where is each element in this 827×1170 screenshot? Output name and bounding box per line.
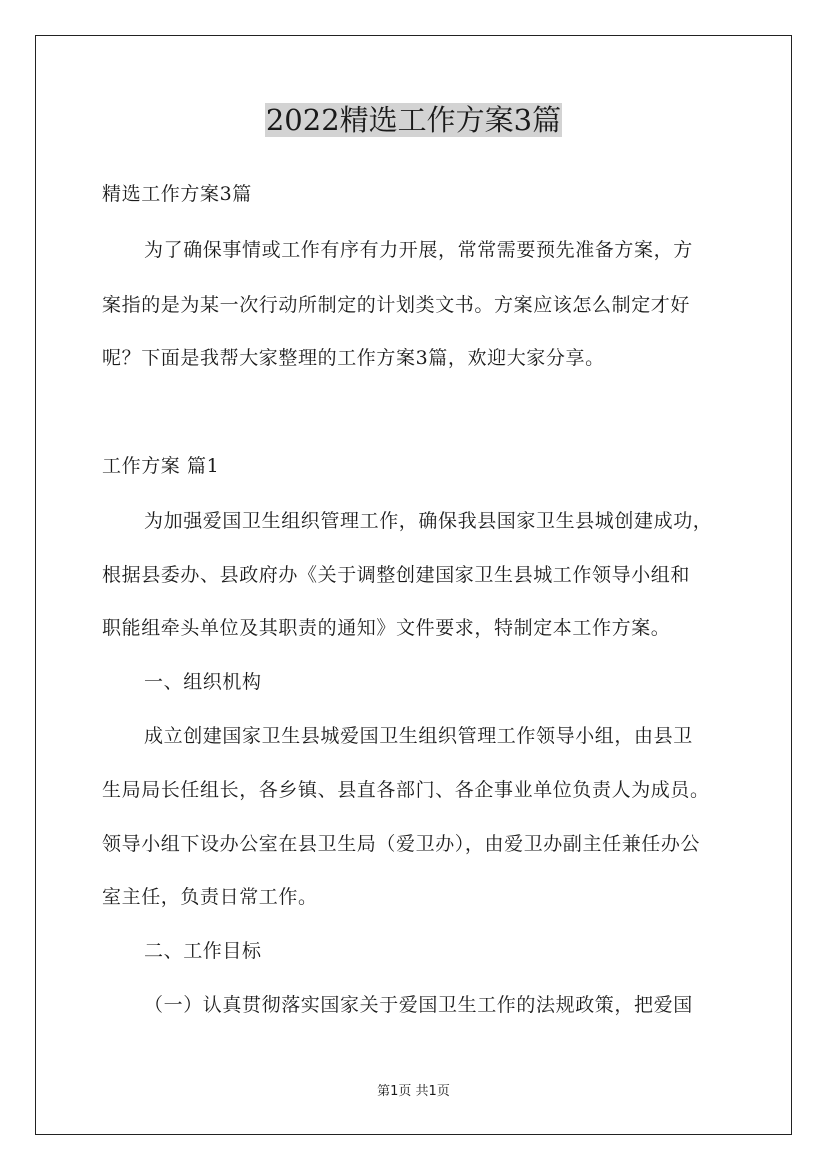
page-footer: 第1页 共1页: [377, 1084, 450, 1099]
paragraph-line: 根据县委办、县政府办《关于调整创建国家卫生县城工作领导小组和: [102, 564, 691, 586]
paragraph-line: （一）认真贯彻落实国家关于爱国卫生工作的法规政策，把爱国: [144, 994, 693, 1016]
paragraph-line: 呢？下面是我帮大家整理的工作方案3篇，欢迎大家分享。: [102, 347, 605, 369]
subsection-heading: 二、工作目标: [144, 940, 262, 962]
document-title-text: 2022精选工作方案3篇: [265, 103, 562, 137]
paragraph-line: 生局局长任组长，各乡镇、县直各部门、各企事业单位负责人为成员。: [102, 779, 710, 801]
paragraph-line: 室主任，负责日常工作。: [102, 886, 318, 908]
paragraph-line: 成立创建国家卫生县城爱国卫生组织管理工作领导小组，由县卫: [144, 725, 693, 747]
section-heading: 工作方案 篇1: [102, 455, 220, 477]
paragraph-line: 为了确保事情或工作有序有力开展，常常需要预先准备方案，方: [144, 239, 693, 261]
paragraph-line: 为加强爱国卫生组织管理工作，确保我县国家卫生县城创建成功，: [144, 510, 713, 532]
paragraph-line: 案指的是为某一次行动所制定的计划类文书。方案应该怎么制定才好: [102, 294, 691, 316]
paragraph-line: 职能组牵头单位及其职责的通知》文件要求，特制定本工作方案。: [102, 617, 671, 639]
document-title: [0, 100, 827, 140]
paragraph-line: 领导小组下设办公室在县卫生局（爱卫办），由爱卫办副主任兼任办公: [102, 833, 701, 855]
subsection-heading: 一、组织机构: [144, 671, 262, 693]
subtitle-line: 精选工作方案3篇: [102, 183, 252, 205]
